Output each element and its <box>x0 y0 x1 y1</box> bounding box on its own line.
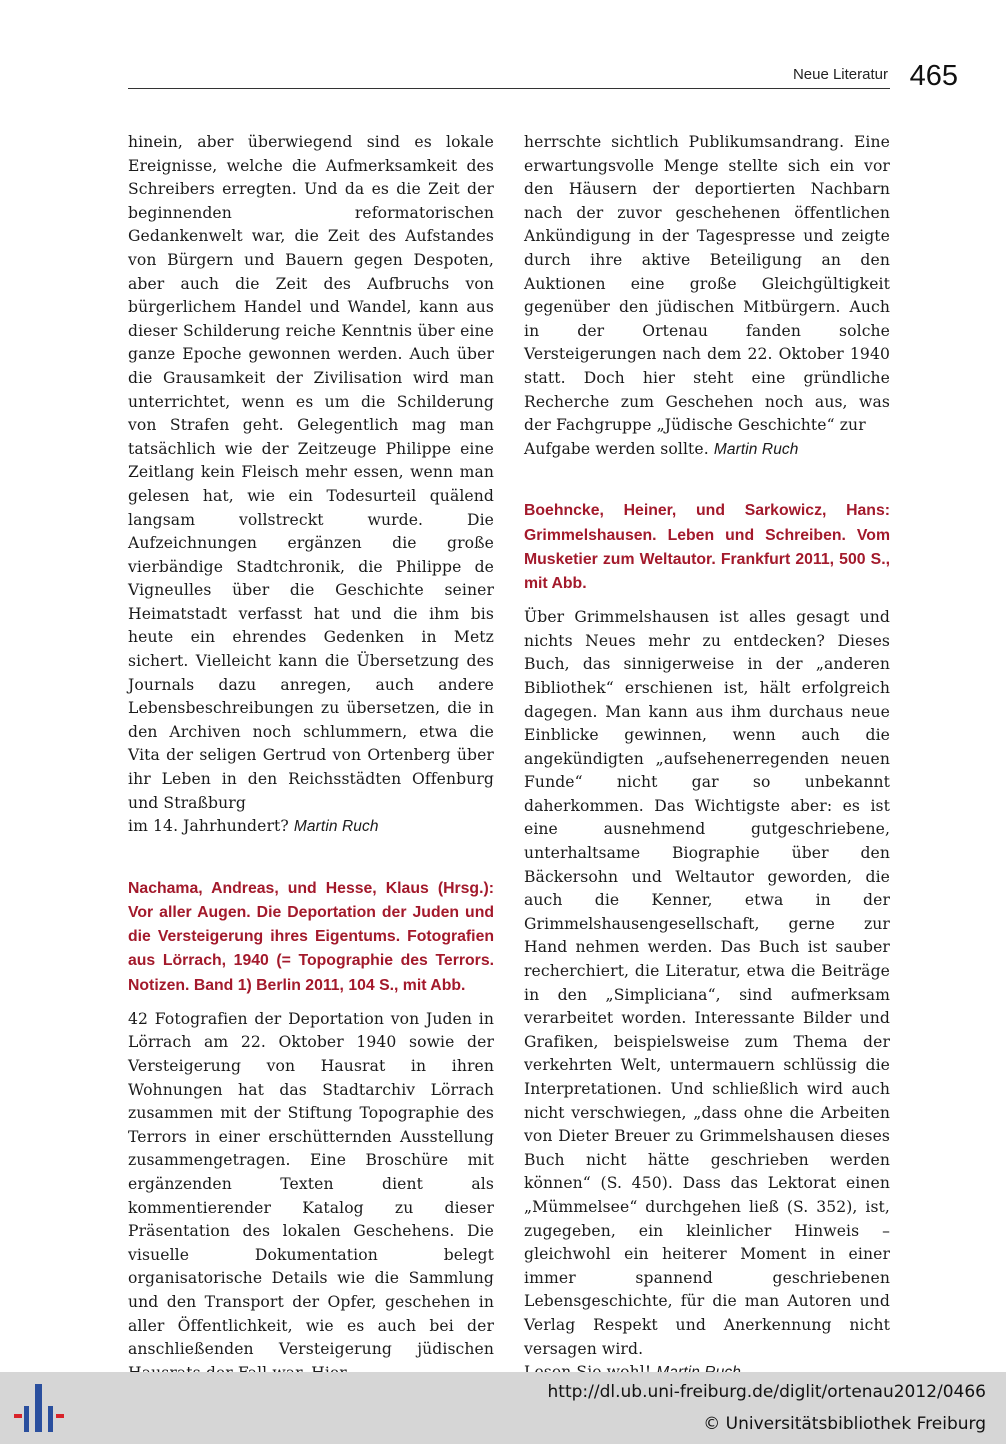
continuation-last-line: im 14. Jahrhundert? <box>128 817 289 836</box>
review-heading: Nachama, Andreas, und Hesse, Klaus (Hrsg.): Vor aller Augen. Die Deportation der Juden und die Versteigerung ihres Eigentums. Fotografien aus Lörrach, 1940 (= Topographie des Terrors. Notizen. Band 1) Berlin 2011, 104 S., mit Abb. <box>128 879 494 994</box>
review-paragraph: Über Grimmelshausen ist alles gesagt und nichts Neues mehr zu entdecken? Dieses Buch, das sinnigerweise in der „anderen Bibliothek“ erschienen ist, hält erfolgreich dagegen. Man kann aus ihm durchaus neue Einblicke gewinnen, wenn auch die angekündigten „aufsehenerregenden neuen Funde“ nicht gar so unbekannt daherkommen. Das Wichtigste aber: es ist eine ausnehmend gutgeschriebene, unterhaltsame Biographie über den Bäckersohn und Weltautor geworden, die auch die Kenner, etwa in der Grimmelshausengesellschaft, gerne zur Hand nehmen werden. Das Buch ist sauber recherchiert, die Literatur, etwa die Beiträge in den „Simpliciana“, sind aufmerksam verarbeitet worden. Interessante Bilder und Grafiken, beispielsweise zum Thema der verkehrten Welt, untermauern schlüssig die Interpretationen. Und schließlich wird auch nicht verschwiegen, „dass ohne die Arbeiten von Dieter Breuer zu Grimmelshausen dieses Buch nicht hätte geschrieben werden können“ (S. 450). Dass das Lektorat einen „Mümmelsee“ durchgehen ließ (S. 352), ist, zugegeben, ein kleinlicher Hinweis – gleichwohl ein heiterer Moment in einer immer spannend geschriebenen Lebensgeschichte, für die man Autoren und Verlag Respekt und Anerkennung nicht versagen wird. <box>524 608 890 1358</box>
digitization-footer <box>0 1372 1006 1444</box>
section-title: Neue Literatur <box>792 66 888 83</box>
left-column <box>128 131 494 1385</box>
source-url-link[interactable]: http://dl.ub.uni-freiburg.de/diglit/ortenau2012/0466 <box>547 1382 986 1402</box>
continuation-closing-line <box>128 815 494 839</box>
continuation-paragraph: herrschte sichtlich Publikumsandrang. Eine erwartungsvolle Menge stellte sich ein vor den Häusern der deportierten Nachbarn nach der zuvor geschehenen öffentlichen Ankündigung in der Tagespresse und zeigte durch ihre aktive Beteiligung an den Auktionen eine große Gleichgültigkeit gegenüber den jüdischen Mitbürgern. Auch in der Ortenau fanden solche Versteigerungen nach dem 22. Oktober 1940 statt. Doch hier steht eine gründliche Recherche zum Geschehen noch aus, was der Fachgruppe „Jüdische Geschichte“ zur <box>524 133 890 435</box>
header-rule <box>128 88 890 89</box>
library-logo-icon <box>14 1384 64 1432</box>
continuation-last-line: Aufgabe werden sollte. <box>524 439 709 458</box>
continuation-paragraph: hinein, aber überwiegend sind es lokale Ereignisse, welche die Aufmerksamkeit des Schreibers erregten. Und da es die Zeit der beginnenden reformatorischen Gedankenwelt war, die Zeit des Aufstandes von Bürgern und Bauern gegen Despoten, aber auch die Zeit des Aufbruchs von bürgerlichem Handel und Wandel, kann aus dieser Schilderung reiche Kenntnis über eine ganze Epoche gewonnen werden. Auch über die Grausamkeit der Zivilisation wird man unterrichtet, wenn es um die Schilderung von Strafen geht. Gelegentlich mag man tatsächlich wie der Zeitzeuge Philippe eine Zeitlang kein Fleisch mehr essen, wenn man gelesen hat, wie ein Todesurteil quälend langsam vollstreckt wurde. Die Aufzeichnungen ergänzen die große vierbändige Stadtchronik, die Philippe de Vigneulles über die Geschichte seiner Heimatstadt verfasst hat und die ihm bis heute ein ehrendes Gedenken in Metz sichert. Vielleicht kann die Übersetzung des Journals dazu anregen, auch andere Lebensbeschreibungen zu übersetzen, die in den Archiven noch schlummern, etwa die Vita der seligen Gertrud von Ortenberg über ihr Leben in den Reichsstädten Offenburg und Straßburg <box>128 133 494 812</box>
review-paragraph: 42 Fotografien der Deportation von Juden in Lörrach am 22. Oktober 1940 sowie der Versteigerung von Hausrat in ihren Wohnungen hat das Stadtarchiv Lörrach zusammen mit der Stiftung Topographie des Terrors in einer erschütternden Ausstellung zusammengetragen. Eine Broschüre mit ergänzenden Texten dient als kommentierender Katalog zu dieser Präsentation des lokalen Geschehens. Die visuelle Dokumentation belegt organisatorische Details wie die Sammlung und den Transport der Opfer, geschehen in aller Öffentlichkeit, wie es auch bei der anschließenden Versteigerung jüdischen <box>128 1009 494 1359</box>
running-head <box>128 62 958 92</box>
continuation-closing-line <box>524 438 890 462</box>
right-column <box>524 131 890 1385</box>
copyright-notice: © Universitätsbibliothek Freiburg <box>703 1414 986 1434</box>
reviewer-name: Martin Ruch <box>293 818 379 836</box>
page-number: 465 <box>909 60 958 92</box>
review-heading: Boehncke, Heiner, und Sarkowicz, Hans: Grimmelshausen. Leben und Schreiben. Vom Musketier zum Weltautor. Frankfurt 2011, 500 S., mit Abb. <box>524 502 890 592</box>
reviewer-name: Martin Ruch <box>713 440 799 458</box>
